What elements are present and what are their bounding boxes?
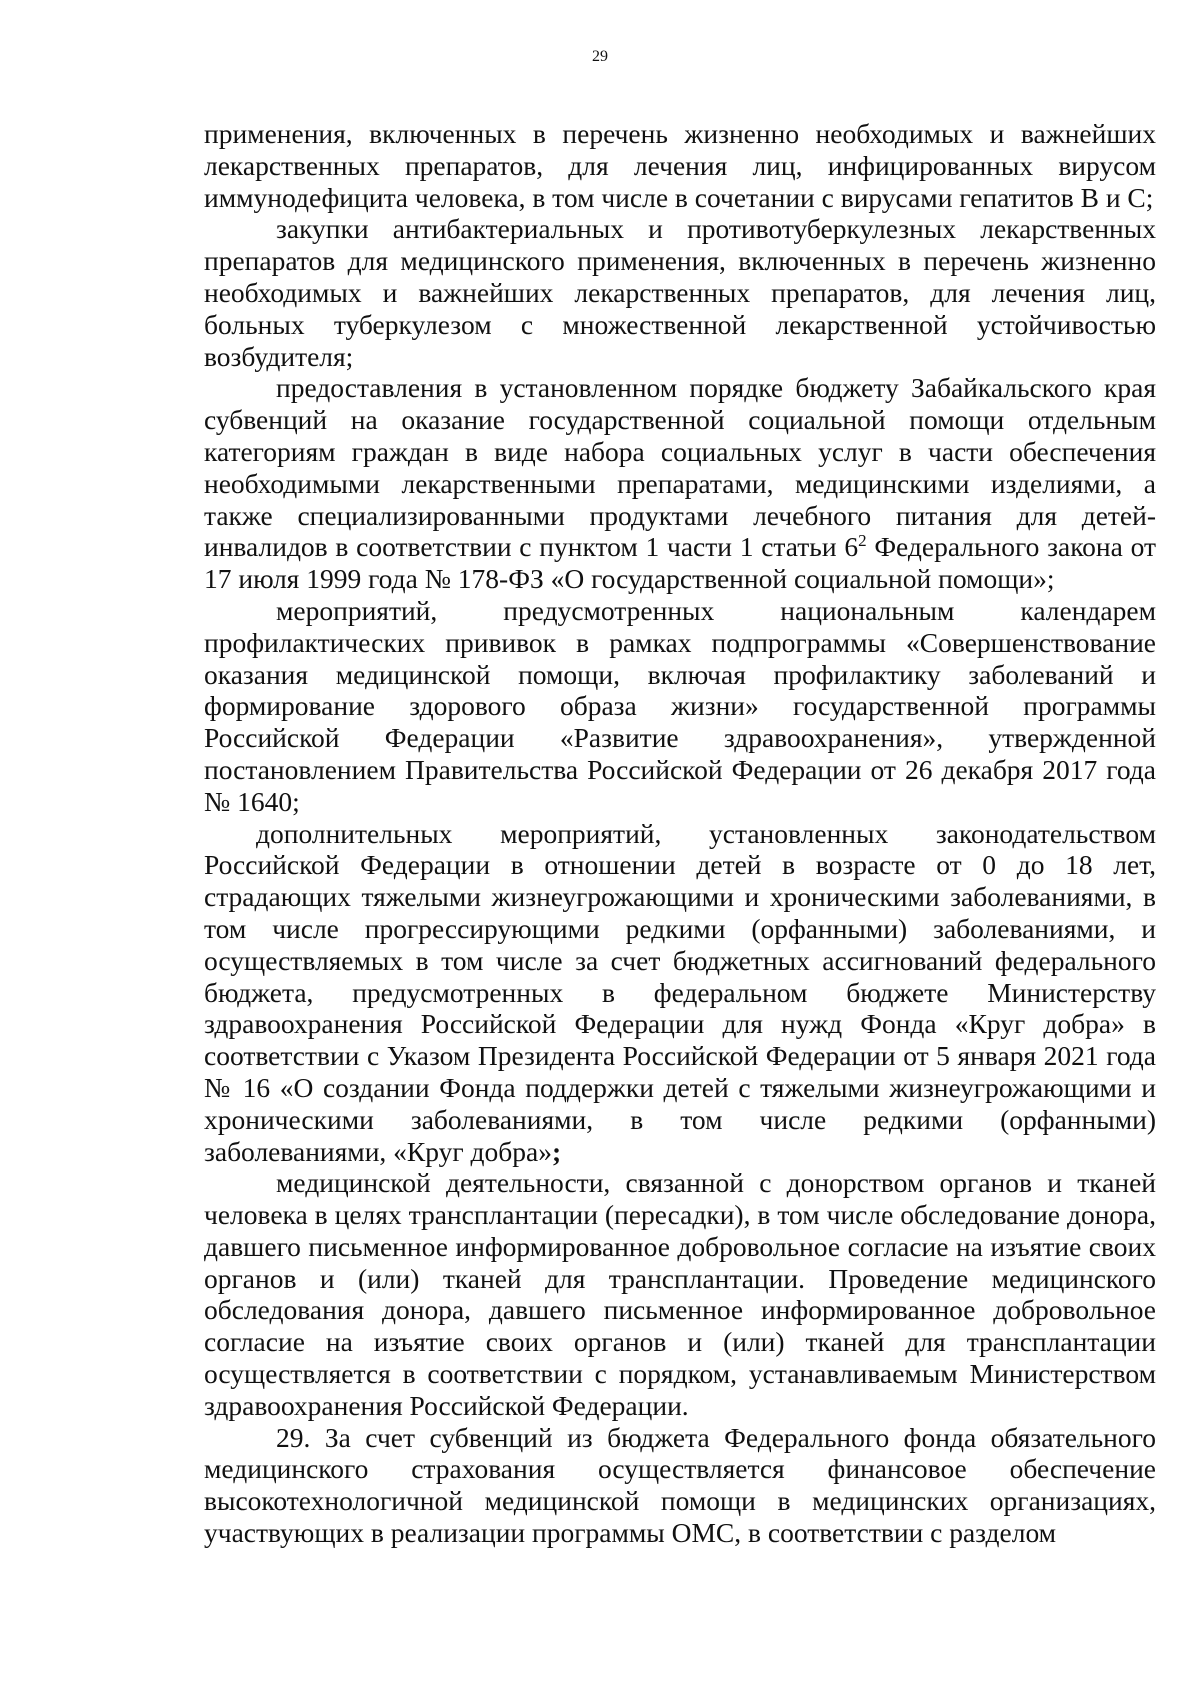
page-number: 29	[592, 48, 608, 65]
document-body	[204, 118, 1156, 1549]
paragraph-text: предоставления в установленном порядке бюджету Забайкальского края субвенций на оказание государственной социальной помощи отдельным категориям граждан в виде набора социальных услуг в части обеспечения необходимыми лекарственными препаратами, медицинскими изделиями, а также специализированными продуктами лечебного питания для детей-инвалидов в соответствии с пунктом 1 части 1 статьи 6	[204, 372, 1156, 563]
paragraph-text: Федерального закона от 17 июля 1999 года № 178-ФЗ «О государственной социальной помощи»;	[204, 531, 1156, 595]
paragraph-organ-donation: медицинской деятельности, связанной с донорством органов и тканей человека в целях трансплантации (пересадки), в том числе обследование донора, давшего письменное информированное добровольное согласие на изъятие своих органов и (или) тканей для трансплантации. Проведение медицинского обследования донора, давшего письменное информированное добровольное согласие на изъятие своих органов и (или) тканей для трансплантации осуществляется в соответствии с порядком, устанавливаемым Министерством здравоохранения Российской Федерации.	[204, 1167, 1156, 1421]
superscript: 2	[858, 531, 867, 551]
paragraph-text: дополнительных мероприятий, установленных законодательством Российской Федерации в отношении детей в возрасте от 0 до 18 лет, страдающих тяжелыми жизнеугрожающими и хроническими заболеваниями, в том числе прогрессирующими редкими (орфанными) заболеваниями, и осуществляемых в том числе за счет бюджетных ассигнований федерального бюджета, предусмотренных в федеральном бюджете Министерству здравоохранения Российской Федерации для нужд Фонда «Круг добра» в соответствии с Указом Президента Российской Федерации от 5 января 2021 года № 16 «О создании Фонда поддержки детей с тяжелыми жизнеугрожающими и хроническими заболеваниями, в том числе редкими (орфанными) заболеваниями, «Круг добра»	[204, 817, 1156, 1167]
paragraph-vaccination-calendar: мероприятий, предусмотренных национальным календарем профилактических прививок в рамках подпрограммы «Совершенствование оказания медицинской помощи, включая профилактику заболеваний и формирование здорового образа жизни» государственной программы Российской Федерации «Развитие здравоохранения», утвержденной постановлением Правительства Российской Федерации от 26 декабря 2017 года № 1640;	[204, 594, 1156, 817]
paragraph-hiv-continuation: применения, включенных в перечень жизненно необходимых и важнейших лекарственных препаратов, для лечения лиц, инфицированных вирусом иммунодефицита человека, в том числе в сочетании с вирусами гепатитов B и C;	[204, 118, 1156, 213]
paragraph-tuberculosis-drugs: закупки антибактериальных и противотуберкулезных лекарственных препаратов для медицинского применения, включенных в перечень жизненно необходимых и важнейших лекарственных препаратов, для лечения лиц, больных туберкулезом с множественной лекарственной устойчивостью возбудителя;	[204, 213, 1156, 372]
paragraph-item-29: 29. За счет субвенций из бюджета Федерального фонда обязательного медицинского страхования осуществляется финансовое обеспечение высокотехнологичной медицинской помощи в медицинских организациях, участвующих в реализации программы ОМС, в соответствии с разделом	[204, 1421, 1156, 1549]
paragraph-bold-tail: ;	[551, 1135, 562, 1167]
paragraph-zabaikalsky-subventions	[204, 372, 1156, 595]
paragraph-krug-dobra	[204, 818, 1156, 1168]
